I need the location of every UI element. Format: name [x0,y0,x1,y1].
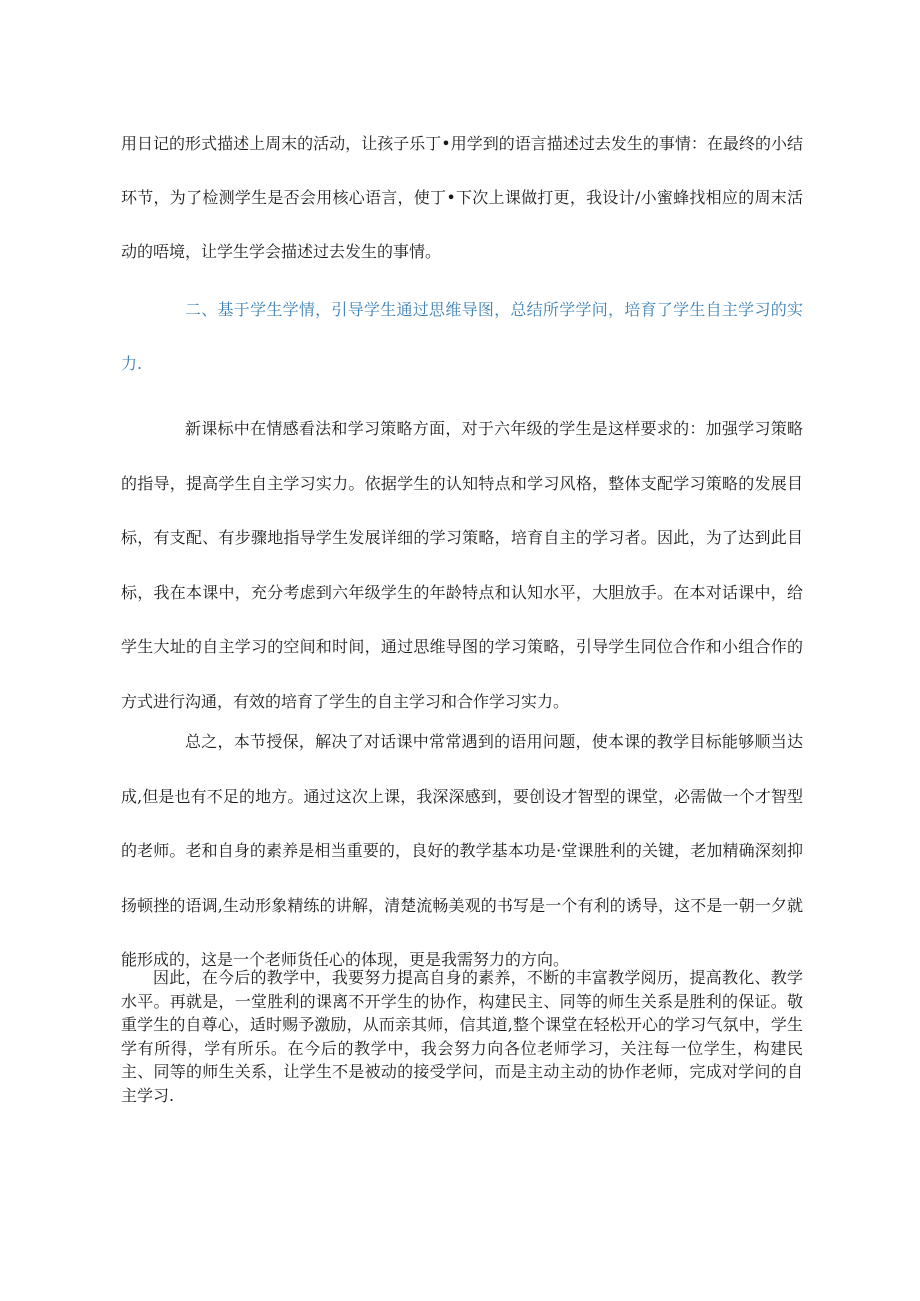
paragraph-curriculum-standard: 新课标中在情感看法和学习策略方面，对于六年级的学生是这样要求的：加强学习策略的指导，提高学生自主学习实力。依据学生的认知特点和学习风格，整体支配学习策略的发展目标，有支配、有步骤地指导学生发展详细的学习策略，培育自主的学习者。因此，为了达到此目标，我在本课中，充分考虑到六年级学生的年龄特点和认知水平，大胆放手。在本对话课中，给学生大址的自主学习的空间和时间，通过思维导图的学习策略，引导学生同位合作和小组合作的方式进行沟通，有效的培育了学生的自主学习和合作学习实力。 [121,419,803,711]
paragraph-weekend-diary: 用日记的形式描述上周末的活动，让孩子乐丁•用学到的语言描述过去发生的事情：在最终的小结环节，为了检测学生是否会用核心语言，使丁•下次上课做打更，我设计/小蜜蜂找相应的周末活动的唔境，让学生学会描述过去发生的事情。 [121,134,803,261]
section-heading-mind-map: 二、基于学生学情，引导学生通过思维导图，总结所学学问，培育了学生自主学习的实力. [121,300,803,373]
paragraph-future-teaching: 因此，在今后的教学中，我要努力提高自身的素养，不断的丰富教学阅历，提高教化、教学水平。再就是，一堂胜利的课离不开学生的协作，构建民主、同等的师生关系是胜利的保证。敬重学生的自尊心，适时赐予激励，从而亲其师，信其道,整个课堂在轻松开心的学习气氛中，学生学有所得，学有所乐。在今后的教学中，我会努力向各位老师学习，关注每一位学生，构建民主、同等的师生关系，让学生不是被动的接受学问，而是主动主动的协作老师，完成对学问的自主学习. [121,968,803,1105]
paragraph-summary: 总之，本节授保，解决了对话课中常常遇到的语用问题，使本课的教学目标能够顺当达成,但是也有不足的地方。通过这次上课，我深深感到，要创设才智型的课堂，必需做一个才智型的老师。老和自身的素养是相当重要的，良好的教学基本功是·堂课胜利的关键，老加精确深刻抑扬顿挫的语调,生动形象精练的讲解，清楚流畅美观的书写是一个有利的诱导，这不是一朝一夕就能形成的，这是一个老师货任心的体现，更是我需努力的方向。 [121,732,803,969]
